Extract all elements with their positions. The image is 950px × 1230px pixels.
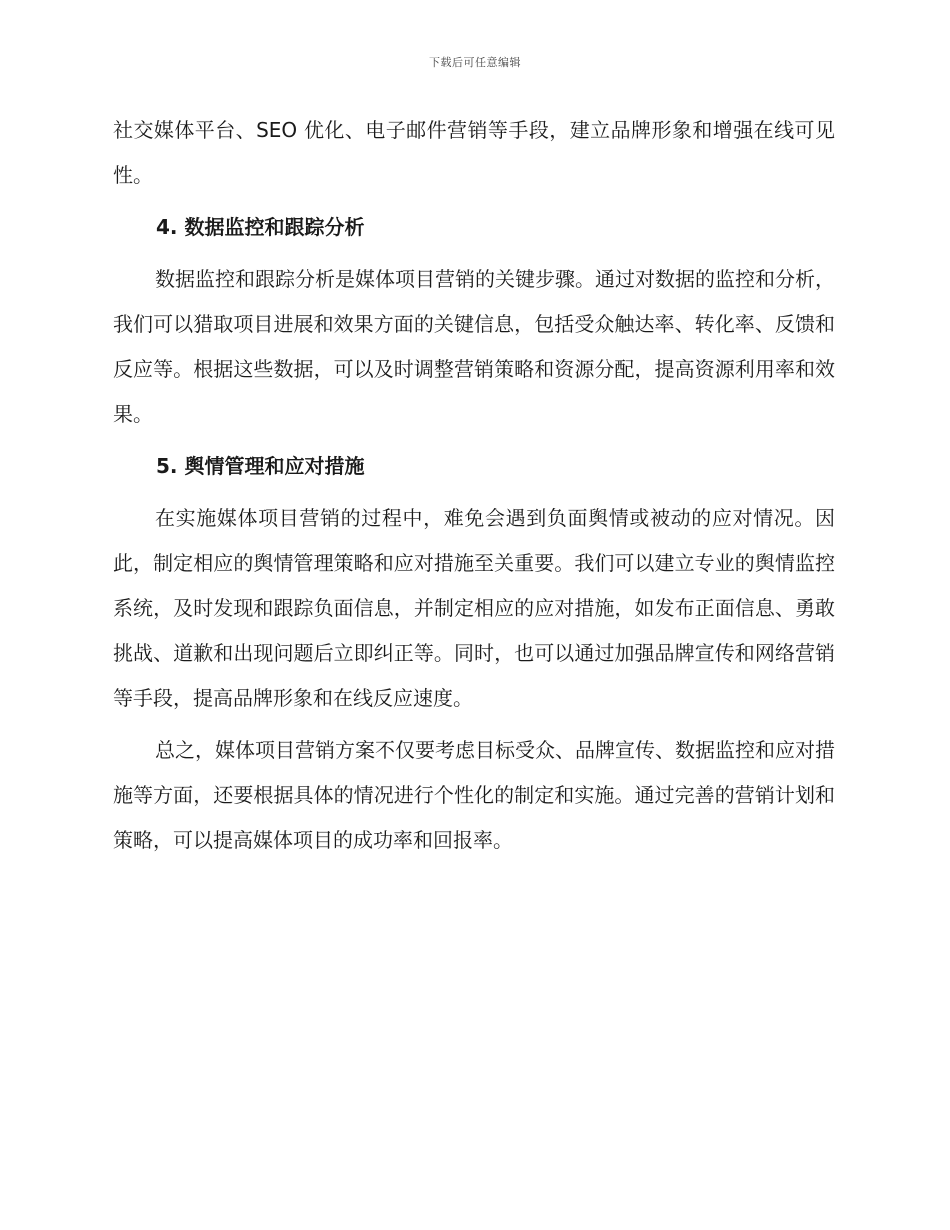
intro-continuation-paragraph: 社交媒体平台、SEO 优化、电子邮件营销等手段，建立品牌形象和增强在线可见性。 bbox=[113, 118, 835, 187]
section-5-heading: 5. 舆情管理和应对措施 bbox=[156, 454, 365, 478]
page-header: 下载后可任意编辑 bbox=[429, 56, 521, 69]
conclusion-paragraph: 总之，媒体项目营销方案不仅要考虑目标受众、品牌宣传、数据监控和应对措施等方面，还要根据具体的情况进行个性化的制定和实施。通过完善的营销计划和策略，可以提高媒体项目的成功率和回报率。 bbox=[113, 738, 835, 852]
document-body bbox=[113, 108, 835, 863]
section-4-heading: 4. 数据监控和跟踪分析 bbox=[156, 215, 365, 239]
section-5-paragraph: 在实施媒体项目营销的过程中，难免会遇到负面舆情或被动的应对情况。因此，制定相应的舆情管理策略和应对措施至关重要。我们可以建立专业的舆情监控系统，及时发现和跟踪负面信息，并制定相应的应对措施，如发布正面信息、勇敢挑战、道歉和出现问题后立即纠正等。同时，也可以通过加强品牌宣传和网络营销等手段，提高品牌形象和在线反应速度。 bbox=[113, 506, 835, 710]
section-4-paragraph: 数据监控和跟踪分析是媒体项目营销的关键步骤。通过对数据的监控和分析，我们可以猎取项目进展和效果方面的关键信息，包括受众触达率、转化率、反馈和反应等。根据这些数据，可以及时调整营销策略和资源分配，提高资源利用率和效果。 bbox=[113, 267, 835, 426]
